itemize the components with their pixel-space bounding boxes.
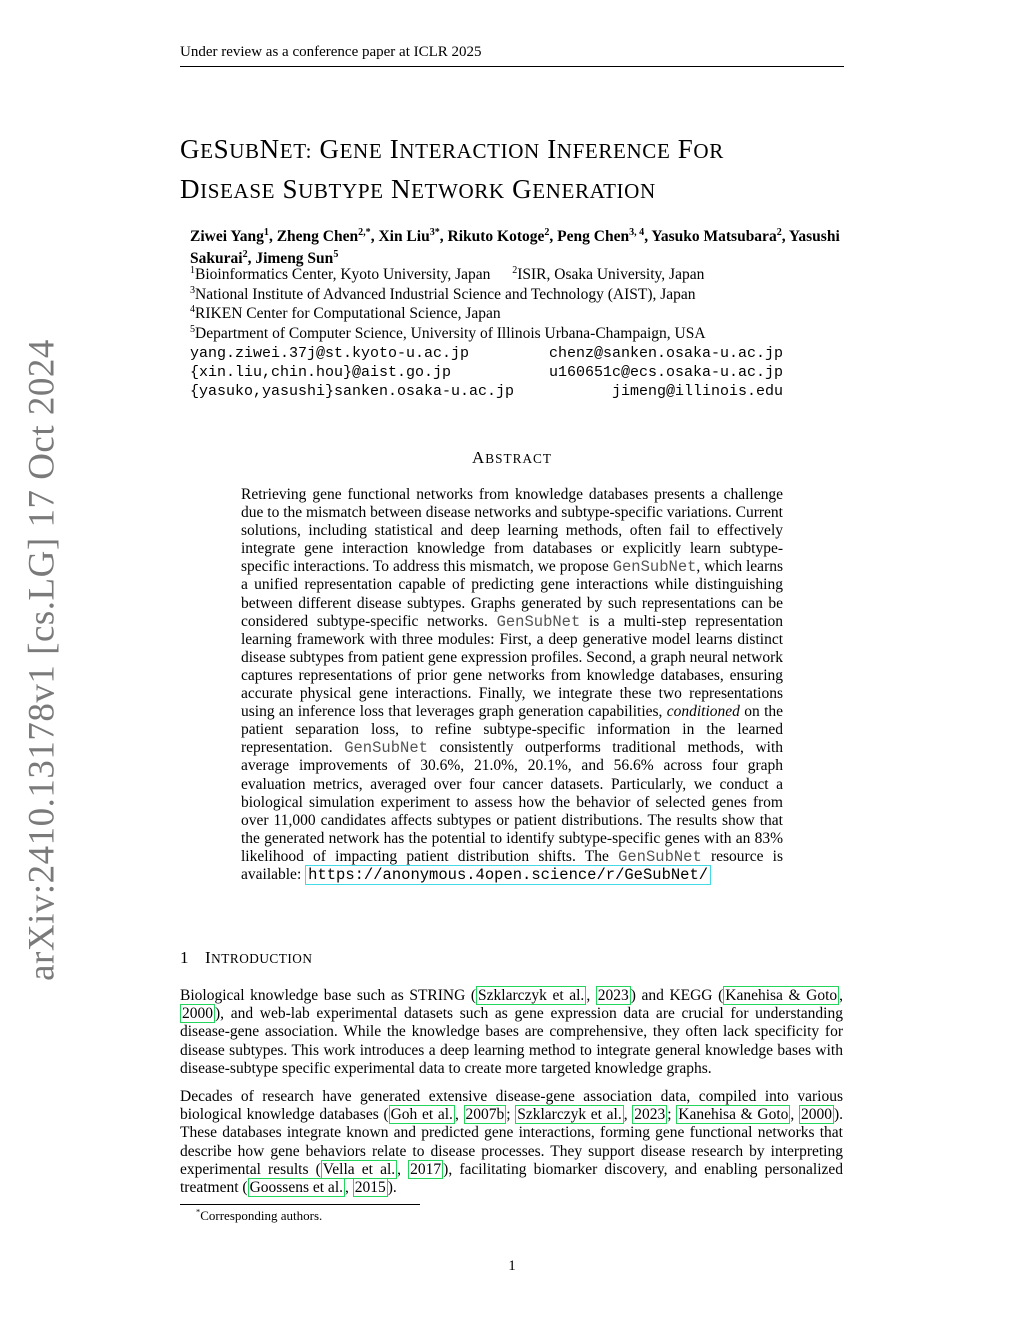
paragraph-text: , [623, 1106, 633, 1124]
author: Yasuko Matsubara$^2$ [651, 226, 782, 245]
method-name: GenSubNet [612, 558, 697, 577]
author-list: Ziwei Yang$^1$, Zheng Chen$^{2,*}$, Xin Liu$^{3*}$, Rikuto Kotoge$^2$, Peng Chen$^{3, 4}$, Yasuko Matsubara$^2$, Yasushi Sakurai$^2$, Jimeng Sun$^5$ [190, 226, 840, 267]
section-heading-introduction [180, 948, 312, 968]
email-address: chenz@sanken.osaka-u.ac.jp [548, 345, 783, 362]
affiliations [190, 265, 850, 343]
method-name: GenSubNet [344, 739, 428, 758]
citation-link[interactable]: Kanehisa & Goto [725, 987, 838, 1004]
author: Peng Chen$^{3, 4}$ [557, 226, 645, 245]
abstract-text: is a multi-step representation learning framework with three modules: First, a deep generative model learns distinct disease subtypes from patient gene expression profiles. Second, a graph neural network captures representations of prior gene networks from knowledge databases, ensuring accurate physical gene interactions. Finally, we integrate these two representations using an inference loss that leverages graph generation capabilities, [241, 612, 783, 721]
paragraph-text: ; [506, 1106, 516, 1124]
paragraph-text: ), and web-lab experimental datasets such as gene expression data are crucial for understanding disease-gene association. While the knowledge bases are comprehensive, they often lack specificity for disease subtypes. This work introduces a deep learning method to integrate general knowledge bases with disease-subtype specific experimental data to create more targeted knowledge graphs. [180, 1005, 843, 1077]
abstract-text: resource is available: [241, 847, 784, 883]
citation-link[interactable]: Kanehisa & Goto [678, 1106, 789, 1124]
affiliation-text: Department of Computer Science, University of Illinois Urbana-Champaign, USA [195, 324, 706, 342]
abstract-text: on the patient separation loss, to refine subtype-specific information in the learned representation. [241, 703, 784, 757]
citation-link[interactable]: 2015 [354, 1179, 386, 1197]
paragraph-text: ; [667, 1106, 677, 1124]
page-number: 1 [508, 1258, 516, 1274]
author: Jimeng Sun$^5$ [255, 248, 339, 267]
affiliation-row [190, 285, 850, 305]
paragraph-text: Biological knowledge base such as STRING ( [180, 987, 477, 1004]
author: Yasushi Sakurai$^2$ [190, 228, 840, 267]
footnote [196, 1208, 322, 1224]
email-address: jimeng@illinois.edu [611, 383, 783, 400]
paragraph-text: , [790, 1106, 799, 1124]
affiliation-marker: 1 [190, 264, 196, 276]
citation-link[interactable]: Szklarczyk et al. [478, 987, 585, 1004]
paragraph-text: ) and KEGG ( [630, 987, 724, 1004]
abstract-text: , which learns a unified representation capable of predicting gene interactions while distinguishing between different disease subtypes. Graphs generated by such representations can be considered subtype-specific networks. [241, 558, 784, 630]
affiliation-text: Bioinformatics Center, Kyoto University, Japan [195, 266, 491, 283]
email-row [190, 363, 783, 382]
emphasis: conditioned [666, 703, 740, 721]
abstract-heading: ABSTRACT [472, 448, 552, 467]
affiliation-marker: 2 [512, 264, 518, 276]
citation-link[interactable]: 2000 [800, 1106, 832, 1124]
citation-link[interactable]: 2023 [634, 1106, 666, 1124]
title-line-2: DISEASE SUBTYPE NETWORK GENERATION [180, 174, 656, 204]
running-header: Under review as a conference paper at ICLR 2025 [180, 44, 482, 60]
email-address: yang.ziwei.37j@st.kyoto-u.ac.jp [190, 345, 470, 362]
section-number: 1 [180, 948, 189, 967]
author: Zheng Chen$^{2,*}$ [276, 226, 371, 245]
paragraph-text: Decades of research have generated extensive disease-gene association data, compiled into various biological knowledge databases ( [180, 1088, 843, 1124]
arxiv-identifier: arXiv:2410.13178v1 [cs.LG] 17 Oct 2024 [21, 339, 63, 981]
method-name: GenSubNet [496, 612, 581, 631]
paragraph-text: , [345, 1179, 353, 1197]
affiliation-text: RIKEN Center for Computational Science, Japan [195, 305, 501, 322]
author: Xin Liu$^{3*}$ [378, 226, 440, 245]
affiliation-text: ISIR, Osaka University, Japan [517, 266, 705, 283]
footnote-rule [180, 1204, 420, 1205]
citation-link[interactable]: Goossens et al. [249, 1179, 343, 1197]
email-address: u160651c@ecs.osaka-u.ac.jp [548, 364, 783, 381]
affiliation-text: National Institute of Advanced Industrial Science and Technology (AIST), Japan [195, 285, 696, 303]
affiliation-marker: 4 [190, 303, 196, 315]
citation-link[interactable]: Vella et al. [322, 1160, 396, 1178]
citation-link[interactable]: Goh et al. [390, 1106, 453, 1124]
paragraph-text: , [839, 987, 844, 1004]
email-row [190, 344, 783, 363]
email-address: {yasuko,yasushi}sanken.osaka-u.ac.jp [190, 383, 515, 400]
citation-link[interactable]: 2023 [597, 987, 629, 1004]
abstract-text: consistently outperforms traditional methods, with average improvements of 30.6%, 21.0%, 20.1%, and 56.6% across four graph evaluation metrics, averaged over four cancer datasets. Particularly, we conduct a biological simulation experiment to assess how the behavior of selected genes from over 11,000 candidates affects subtypes or patient distributions. The results show that the generated network has the potential to identify subtype-specific genes with an 83% likelihood of impacting patient distribution shifts. The [241, 739, 784, 865]
citation-link[interactable]: 2000 [182, 1005, 213, 1023]
paragraph-text: , [397, 1160, 409, 1178]
footnote-text: Corresponding authors. [200, 1208, 323, 1223]
affiliation-row [190, 304, 850, 324]
section-title: INTRODUCTION [205, 948, 313, 967]
paragraph-text: ). [387, 1179, 397, 1197]
paragraph-text: , [586, 987, 596, 1004]
paragraph-text: , [454, 1106, 464, 1124]
resource-link[interactable]: https://anonymous.4open.science/r/GeSubNet/ [305, 865, 711, 885]
title-line-1: GESUBNET: GENE INTERACTION INFERENCE FOR [180, 134, 724, 164]
email-address: {xin.liu,chin.hou}@aist.go.jp [190, 364, 452, 381]
header-rule [180, 66, 844, 67]
abstract-text: Retrieving gene functional networks from knowledge databases presents a challenge due to the mismatch between disease networks and subtype-specific variations. Current solutions, including statistical and deep learning methods, often fail to effectively integrate gene interaction knowledge from databases or explicitly learn subtype-specific interactions. To address this mismatch, we propose [241, 486, 783, 576]
intro-paragraph-1 [180, 987, 843, 1078]
affiliation-row [190, 265, 850, 285]
paragraph-text: ). These databases integrate known and predicted gene interactions, forming gene functional networks that describe how gene behaviors relate to disease processes. They support disease research by interpreting experimental results ( [180, 1106, 844, 1178]
citation-link[interactable]: 2017 [410, 1160, 442, 1178]
affiliation-marker: 5 [190, 323, 196, 335]
paper-title [180, 130, 850, 210]
citation-link[interactable]: Szklarczyk et al. [517, 1106, 622, 1124]
author: Ziwei Yang$^1$ [190, 226, 269, 245]
affiliation-row [190, 324, 850, 344]
paragraph-text: ), facilitating biomarker discovery, and enabling personalized treatment ( [180, 1160, 844, 1197]
abstract-body [241, 486, 783, 884]
email-block [190, 344, 850, 401]
author: Rikuto Kotoge$^2$ [447, 226, 550, 245]
arxiv-sidebar [12, 339, 72, 981]
intro-paragraph-2 [180, 1088, 843, 1197]
footnote-marker: * [196, 1206, 201, 1217]
affiliation-marker: 3 [190, 284, 196, 296]
citation-link[interactable]: 2007b [465, 1106, 505, 1124]
email-row [190, 382, 783, 401]
method-name: GenSubNet [618, 847, 702, 866]
